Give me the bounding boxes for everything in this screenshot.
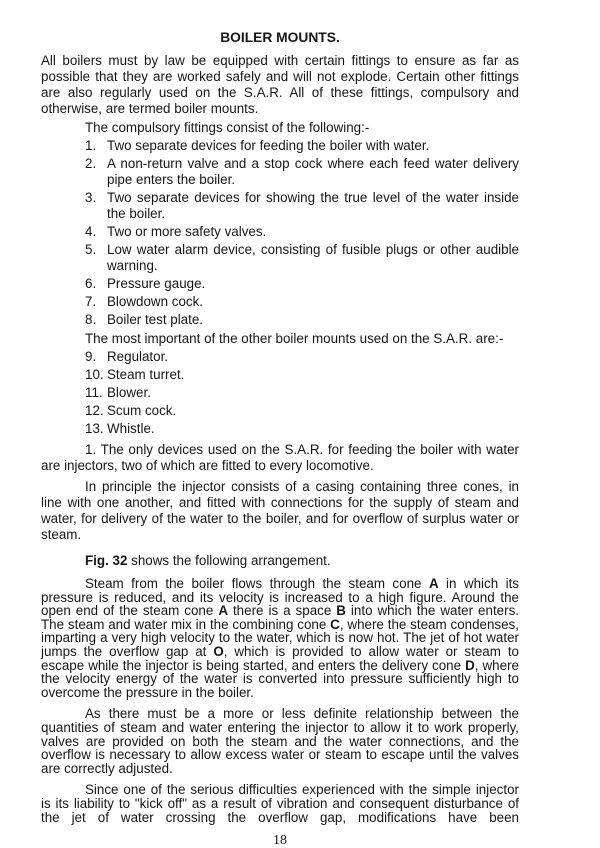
list-item-number: 6. [85,276,97,291]
list-item-text: Low water alarm device, consisting of fusible plugs or other audible warning. [107,242,519,273]
list-item-text: Two separate devices for feeding the boiler with water. [107,138,430,153]
list-item-text: Blowdown cock. [107,294,204,309]
list-item-text: A non-return valve and a stop cock where each feed water delivery pipe enters the boiler. [107,156,519,187]
list-item-text: Boiler test plate. [107,312,204,327]
list-item [85,294,519,310]
list-item-text: Scum cock. [107,403,177,418]
list-item-text: Steam turret. [107,367,185,382]
compulsory-fittings-lead: The compulsory fittings consist of the following:- [85,120,370,135]
paragraph-steam-water-relationship: As there must be a more or less definite relationship between the quantities of steam and water entering the injector to allow it to work properly, valves are provided on both the steam and the water connections, and the overflow is necessary to allow excess water or steam to escape until the valves are correctly adjusted. [41,706,519,776]
page-number: 18 [273,833,287,848]
list-item [85,276,519,292]
list-item-text: Regulator. [107,349,169,364]
compulsory-fittings-list [41,138,519,328]
list-item-number: 11. [85,385,103,400]
page-title: BOILER MOUNTS. [220,30,340,45]
paragraph-kick-off: Since one of the serious difficulties experienced with the simple injector is its liability to "kick off" as a result of vibration and consequent disturbance of the jet of water crossing the overflow gap, modifications have been [41,782,519,825]
list-item-number: 5. [85,242,97,257]
list-item-number: 10. [85,367,104,382]
list-item [85,190,519,222]
list-item [85,403,519,419]
list-item [85,367,519,383]
paragraph-fig-reference: Fig. 32 shows the following arrangement. [85,553,331,568]
list-item [85,312,519,328]
list-item-text: Two separate devices for showing the true level of the water inside the boiler. [107,190,519,221]
list-item [85,385,519,401]
list-item-text: Pressure gauge. [107,276,206,291]
list-item [85,138,519,154]
list-item-number: 13. [85,421,104,436]
list-item [85,224,519,240]
other-mounts-list [41,349,519,437]
list-item-number: 1. [85,138,97,153]
list-item [85,242,519,274]
list-item [85,421,519,437]
paragraph-injectors: 1. The only devices used on the S.A.R. for feeding the boiler with water are injectors, two of which are fitted to every locomotive. [41,442,519,473]
list-item-number: 12. [85,403,104,418]
list-item-text: Whistle. [107,421,155,436]
list-item-number: 4. [85,224,97,239]
list-item-number: 7. [85,294,97,309]
list-item-number: 8. [85,312,97,327]
list-item-text: Blower. [107,385,151,400]
list-item-number: 9. [85,349,97,364]
list-item [85,349,519,365]
list-item-text: Two or more safety valves. [107,224,267,239]
other-mounts-lead: The most important of the other boiler mounts used on the S.A.R. are:- [85,331,504,346]
list-item-number: 2. [85,156,97,171]
list-item-number: 3. [85,190,97,205]
paragraph-injector-principle: In principle the injector consists of a casing containing three cones, in line with one another, and fitted with connections for the supply of steam and water, for delivery of the water to the boiler, and for overflow of surplus water or steam. [41,479,519,542]
list-item [85,156,519,188]
paragraph-steam-flow: Steam from the boiler flows through the steam cone A in which its pressure is reduced, and its velocity is increased to a high figure. Around the open end of the steam cone A there is a space B into which the water enters. The steam and water mix in the combining cone C, where the steam condenses, imparting a very high velocity to the water, which is now hot. The jet of hot water jumps the overflow gap at O, which is provided to allow water or steam to escape while the injector is being started, and enters the delivery cone D, where the velocity energy of the water is converted into pressure sufficiently high to overcome the pressure in the boiler. [41,576,520,700]
paragraph-intro: All boilers must by law be equipped with certain fittings to ensure as far as possible that they are worked safely and will not explode. Certain other fittings are also regularly used on the S.A.R. All of these fittings, compulsory and otherwise, are termed boiler mounts. [41,53,519,116]
